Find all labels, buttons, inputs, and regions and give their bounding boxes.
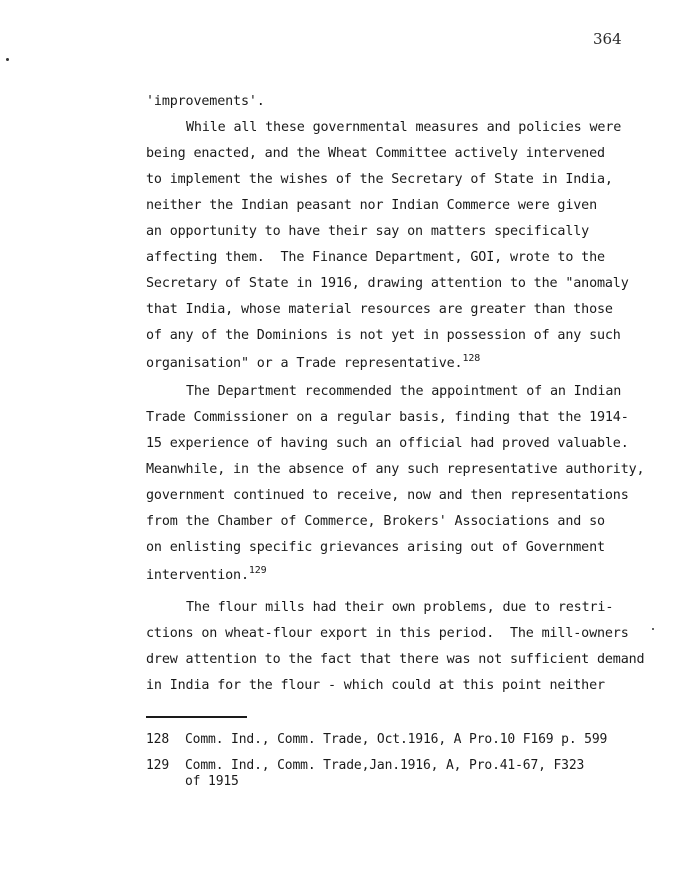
text-line: of any of the Dominions is not yet in possession of any such: [146, 328, 621, 343]
text-line: Secretary of State in 1916, drawing attention to the "anomaly: [146, 276, 629, 291]
text-line: affecting them. The Finance Department, GOI, wrote to the: [146, 250, 605, 265]
footnote-ref-128: 128: [462, 353, 481, 364]
text-line: in India for the flour - which could at this point neither: [146, 678, 605, 693]
footnote-continuation: of 1915: [185, 774, 239, 789]
text-line: an opportunity to have their say on matters specifically: [146, 224, 590, 239]
text-span: organisation" or a Trade representative.: [146, 356, 463, 371]
text-span: intervention.: [146, 568, 249, 583]
text-line: to implement the wishes of the Secretary of State in India,: [146, 172, 613, 187]
footnote-number: 128: [146, 732, 170, 747]
text-line: Trade Commissioner on a regular basis, finding that the 1914-: [146, 410, 629, 425]
text-line: government continued to receive, now and then representations: [146, 488, 629, 503]
text-line: Meanwhile, in the absence of any such representative authority,: [146, 462, 645, 477]
text-line: being enacted, and the Wheat Committee actively intervened: [146, 146, 605, 161]
text-line: [146, 565, 267, 585]
text-line: on enlisting specific grievances arising out of Government: [146, 540, 605, 555]
text-line: drew attention to the fact that there was not sufficient demand: [146, 652, 645, 667]
page-number: 364: [593, 30, 622, 48]
stray-mark-right: [652, 628, 654, 630]
text-line: 'improvements'.: [146, 94, 265, 109]
text-line: from the Chamber of Commerce, Brokers' Associations and so: [146, 514, 605, 529]
text-line: that India, whose material resources are greater than those: [146, 302, 613, 317]
footnote-text: Comm. Ind., Comm. Trade, Oct.1916, A Pro.10 F169 p. 599: [185, 732, 608, 747]
text-line: The Department recommended the appointment of an Indian: [186, 384, 622, 399]
text-line: While all these governmental measures and policies were: [186, 120, 622, 135]
footnote-rule: [146, 716, 247, 718]
text-line: neither the Indian peasant nor Indian Commerce were given: [146, 198, 597, 213]
stray-mark-left: [6, 58, 9, 61]
footnote-ref-129: 129: [248, 565, 267, 576]
text-line: 15 experience of having such an official had proved valuable.: [146, 436, 629, 451]
text-line: The flour mills had their own problems, due to restri-: [186, 600, 614, 615]
footnote-text: Comm. Ind., Comm. Trade,Jan.1916, A, Pro.41-67, F323: [185, 758, 585, 773]
text-line: [146, 353, 481, 373]
footnote-number: 129: [146, 758, 170, 773]
text-line: ctions on wheat-flour export in this period. The mill-owners: [146, 626, 629, 641]
